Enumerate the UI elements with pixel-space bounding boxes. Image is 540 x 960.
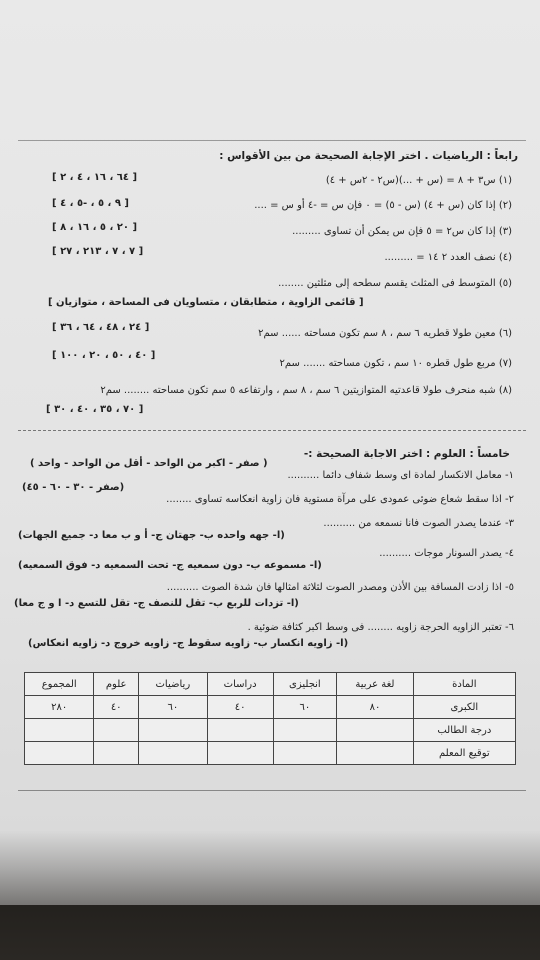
table-row	[25, 719, 516, 742]
table-header: دراسات	[207, 673, 273, 696]
q-number: (٤)	[498, 252, 512, 263]
q-text: مربع طول قطره ١٠ سم ، تكون مساحته ....... سم٢	[279, 358, 496, 369]
q-text: معين طولا قطريه ٦ سم ، ٨ سم تكون مساحته ...... سم٢	[258, 328, 496, 339]
table-row	[25, 742, 516, 765]
grades-table	[24, 672, 516, 765]
q-text: س٣ + ٨ = (س + ...)(س٢ - ٢س + ٤)	[325, 175, 496, 186]
table-row	[25, 696, 516, 719]
q5-5-options: (ا- تزدات للربع ب- تقل للنصف ج- تقل للتسع د- ا و ج معا)	[14, 598, 299, 609]
table-cell: ٦٠	[273, 696, 337, 719]
q-text: شبه منحرف طولا قاعدتيه المتوازيتين ٦ سم ، ٨ سم ، وارتفاعه ٥ سم تكون مساحته ........ سم٢	[100, 385, 496, 396]
table-cell: درجة الطالب	[413, 719, 515, 742]
q5-1-options: ( صفر - اكبر من الواحد - أقل من الواحد - واحد )	[30, 458, 268, 469]
section-divider	[18, 430, 526, 431]
q4-8	[100, 385, 512, 407]
q5-5: ٥- اذا زادت المسافة بين الأذن ومصدر الصوت لثلاثة امثالها فان شدة الصوت ..........	[166, 582, 514, 593]
table-header-row	[25, 673, 516, 696]
q5-2: ٢- اذا سقط شعاع ضوئى عمودى على مرآة مستوية فان زاوية انعكاسه تساوى ........	[166, 494, 514, 505]
q-number: (٧)	[498, 358, 512, 369]
table-header: علوم	[94, 673, 139, 696]
q5-6-options: (ا- زاويه انكسار ب- زاويه سقوط ج- زاويه خروج د- زاويه انعكاس)	[28, 638, 349, 649]
q4-7	[280, 358, 512, 380]
table-header: رياضيات	[138, 673, 207, 696]
q-number: (١)	[498, 175, 512, 186]
table-cell	[207, 742, 273, 765]
q5-4: ٤- يصدر السونار موجات ..........	[379, 548, 514, 559]
section4-title: رابعاً : الرياضيات . اختر الإجابة الصحيحة من بين الأقواس :	[219, 150, 518, 162]
q-number: (٣)	[498, 226, 512, 237]
table-cell: ٦٠	[138, 696, 207, 719]
table-cell	[25, 719, 94, 742]
q4-8-options: [ ٧٠ ، ٣٥ ، ٤٠ ، ٣٠ ]	[46, 404, 144, 415]
table-header: لغة عربية	[337, 673, 413, 696]
bottom-divider	[18, 790, 526, 791]
q4-5-options: [ قائمى الزاوية ، متطابقان ، متساويان فى المساحة ، متوازيان ]	[48, 297, 364, 308]
table-header: انجليزى	[273, 673, 337, 696]
q5-3-options: (ا- جهه واحده ب- جهتان ج- أ و ب معا د- جميع الجهات)	[18, 530, 285, 541]
q4-4-options: [ ٧ ، ٧ ، ٢١٣ ، ٢٧ ]	[52, 246, 144, 257]
table-cell: الكبرى	[413, 696, 515, 719]
q4-3-options: [ ٢٠ ، ٥ ، ١٦ ، ٨ ]	[52, 222, 138, 233]
table-cell	[94, 719, 139, 742]
q-text: إذا كان (س + ٤) (س - ٥) = ٠ فإن س = -٤ أو س = ....	[254, 200, 496, 211]
q-number: (٢)	[498, 200, 512, 211]
q4-1	[326, 175, 512, 197]
q-number: (٥)	[498, 278, 512, 289]
q4-7-options: [ ٤٠ ، ٥٠ ، ٢٠ ، ١٠٠ ]	[52, 350, 156, 361]
q4-6-options: [ ٢٤ ، ٤٨ ، ٦٤ ، ٣٦ ]	[52, 322, 150, 333]
table-cell	[337, 742, 413, 765]
table-cell	[138, 742, 207, 765]
table-cell: ٤٠	[207, 696, 273, 719]
q5-4-options: (ا- مسموعه ب- دون سمعيه ج- تحت السمعيه د- فوق السمعيه)	[18, 560, 322, 571]
q4-2	[254, 200, 512, 222]
q5-1: ١- معامل الانكسار لمادة اى وسط شفاف دائما ..........	[287, 470, 514, 481]
q-text: إذا كان س٢ = ٥ فإن س يمكن أن تساوى .........	[292, 226, 496, 237]
q-text: نصف العدد ٢ ١٤ = .........	[384, 252, 496, 263]
q4-3	[292, 226, 512, 248]
table-cell	[94, 742, 139, 765]
q-number: (٦)	[498, 328, 512, 339]
table-cell: ٤٠	[94, 696, 139, 719]
table-cell: ٨٠	[337, 696, 413, 719]
table-cell: توقيع المعلم	[413, 742, 515, 765]
q5-3: ٣- عندما يصدر الصوت فانا نسمعه من ..........	[323, 518, 514, 529]
table-cell	[273, 742, 337, 765]
q-text: المتوسط فى المثلث يقسم سطحه إلى مثلثين ........	[278, 278, 496, 289]
table-cell	[138, 719, 207, 742]
table-cell: ٢٨٠	[25, 696, 94, 719]
q5-6: ٦- تعتبر الزاويه الحرجة زاويه ........ فى وسط اكبر كثافة ضوئية .	[247, 622, 514, 633]
section5-title: خامساً : العلوم : اختر الاجابة الصحيحة :-	[303, 448, 510, 460]
photo-shadow	[0, 830, 540, 960]
table-header: المادة	[413, 673, 515, 696]
q4-1-options: [ ٦٤ ، ١٦ ، ٤ ، ٢ ]	[52, 172, 138, 183]
blank-header-area	[18, 0, 526, 141]
q-number: (٨)	[498, 385, 512, 396]
q4-6	[258, 328, 512, 350]
q4-2-options: [ ٩ ، ٥ ، -٥ ، ٤ ]	[52, 198, 130, 209]
table-cell	[207, 719, 273, 742]
table-header: المجموع	[25, 673, 94, 696]
q4-4	[384, 252, 512, 274]
table-cell	[337, 719, 413, 742]
q5-2-options: (صفر - ٣٠ - ٦٠ - ٤٥)	[22, 482, 125, 493]
table-cell	[25, 742, 94, 765]
table-cell	[273, 719, 337, 742]
